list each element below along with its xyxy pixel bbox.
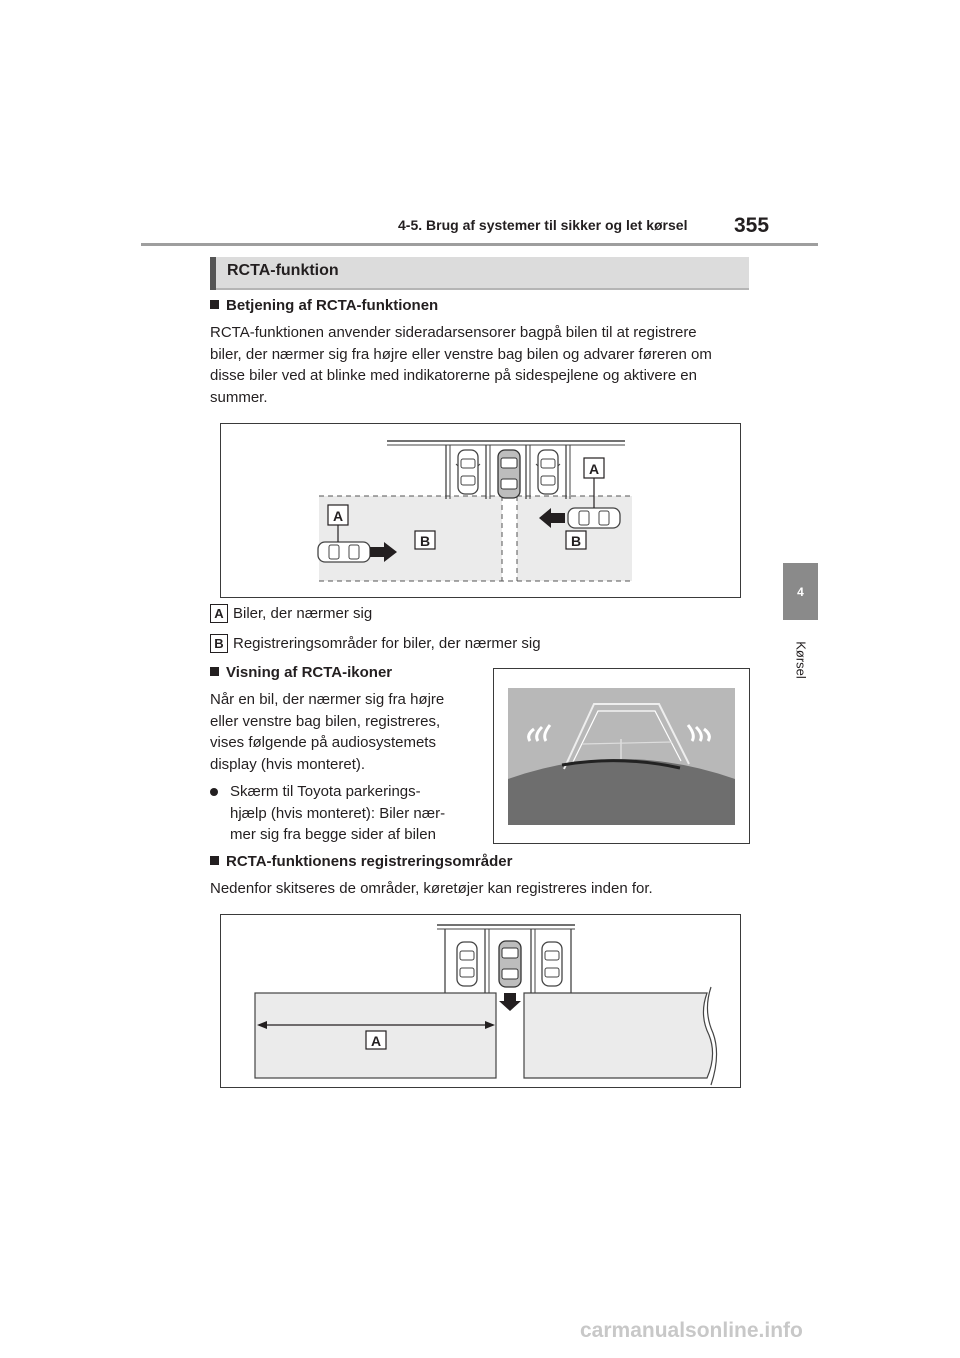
areas-heading [210, 853, 512, 870]
square-bullet-icon [210, 300, 219, 309]
arrow-down-icon [499, 993, 521, 1011]
detection-area-figure [220, 914, 741, 1088]
operation-paragraph [210, 322, 750, 408]
parking-diagram [221, 424, 740, 597]
rcta-parking-figure [220, 423, 741, 598]
bullet-line: hjælp (hvis monteret): Biler nær- [230, 804, 446, 822]
areas-heading-text: RCTA-funktionens registreringsområder [226, 853, 513, 870]
header-section-title: 4-5. Brug af systemer til sikker og let kørsel [398, 217, 688, 233]
operation-line: biler, der nærmer sig fra højre eller venstre bag bilen og advarer føreren om [210, 345, 712, 363]
parked-car [456, 450, 480, 494]
icons-bullet [210, 781, 480, 846]
parked-car [457, 942, 477, 986]
bullet-dot-icon [210, 788, 218, 796]
areas-paragraph: Nedenfor skitseres de områder, køretøjer kan registreres inden for. [210, 880, 653, 897]
bullet-line: mer sig fra begge sider af bilen [230, 826, 436, 843]
chapter-label [784, 630, 818, 690]
section-title-bar [210, 257, 216, 290]
chapter-number: 4 [797, 584, 804, 599]
watermark: carmanualsonline.info [580, 1319, 803, 1342]
section-title: RCTA-funktion [227, 262, 339, 279]
legend-item-a [210, 604, 372, 623]
icons-paragraph [210, 689, 480, 775]
operation-line: summer. [210, 388, 268, 406]
legend-badge: B [210, 634, 228, 653]
own-car [498, 450, 520, 498]
parked-car [536, 450, 560, 494]
camera-display-figure [493, 668, 750, 844]
camera-display-illustration [494, 669, 749, 843]
icons-heading-text: Visning af RCTA-ikoner [226, 664, 393, 681]
legend-item-b [210, 634, 541, 653]
detection-area-right [524, 993, 713, 1078]
operation-heading [210, 297, 438, 314]
icons-heading [210, 664, 392, 681]
legend-text: Registreringsområder for biler, der nærmer sig [233, 635, 541, 652]
section-title-box [210, 257, 749, 290]
square-bullet-icon [210, 856, 219, 865]
chapter-tab[interactable] [783, 563, 818, 620]
parked-car [542, 942, 562, 986]
approaching-car-right [568, 508, 620, 528]
bullet-line: Skærm til Toyota parkerings- [230, 783, 421, 800]
operation-line: disse biler ved at blinke med indikatorerne på sidespejlene og aktivere en [210, 367, 697, 384]
operation-line: RCTA-funktionen anvender sideradarsensorer bagpå bilen til at registrere [210, 324, 697, 341]
operation-heading-text: Betjening af RCTA-funktionen [226, 297, 439, 314]
icons-line: display (hvis monteret). [210, 755, 366, 773]
label-a: A [332, 508, 344, 524]
icons-line: vises følgende på audiosystemets [210, 734, 436, 751]
chapter-label-text: Kørsel [793, 641, 809, 679]
legend-badge: A [210, 604, 228, 623]
label-a: A [370, 1033, 382, 1049]
own-car [499, 941, 521, 987]
icons-line: eller venstre bag bilen, registreres, [210, 712, 441, 730]
label-a: A [588, 461, 600, 477]
detection-area-diagram [221, 915, 740, 1087]
legend-text: Biler, der nærmer sig [233, 605, 373, 622]
approaching-car-left [318, 542, 370, 562]
icons-line: Når en bil, der nærmer sig fra højre [210, 691, 445, 708]
label-b: B [570, 533, 582, 549]
header-divider [141, 243, 818, 246]
square-bullet-icon [210, 667, 219, 676]
page-number: 355 [734, 214, 770, 237]
label-b: B [419, 533, 431, 549]
